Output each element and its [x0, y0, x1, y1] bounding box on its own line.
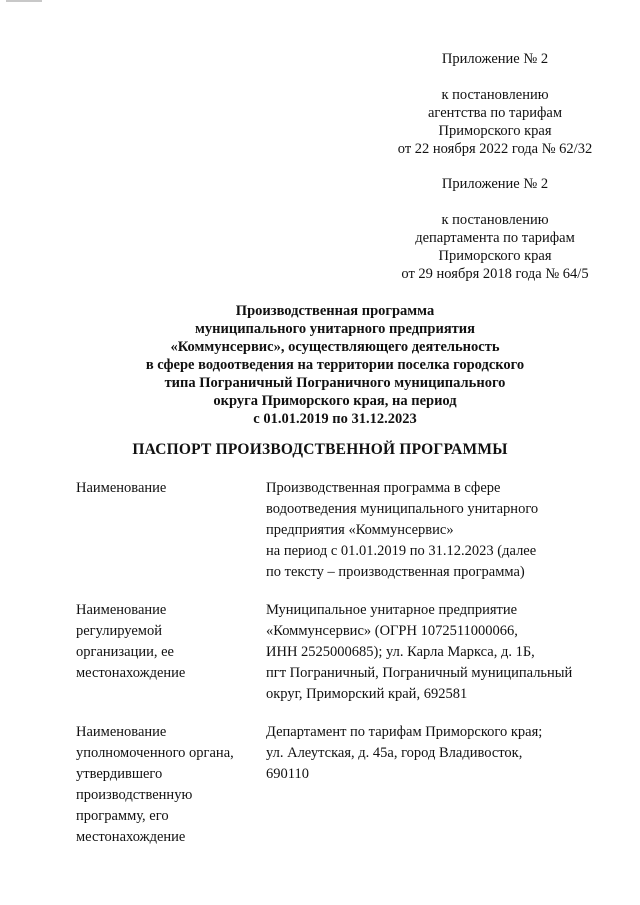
program-title-line: Производственная программа — [235, 303, 435, 319]
annex-line: департамента по тарифам — [415, 230, 575, 246]
label-line: уполномоченного органа, — [76, 745, 234, 761]
program-title-line: типа Пограничный Пограничного муниципального — [164, 375, 506, 391]
annex-block-current — [380, 50, 610, 158]
label-line: Наименование — [76, 480, 167, 496]
label-line: программу, его — [76, 808, 169, 824]
passport-heading: ПАСПОРТ ПРОИЗВОДСТВЕННОЙ ПРОГРАММЫ — [132, 441, 508, 458]
value-line: ул. Алеутская, д. 45а, город Владивосток, — [266, 745, 523, 761]
annex-title: Приложение № 2 — [441, 51, 549, 67]
passport-row-value — [266, 478, 596, 583]
annex-line: агентства по тарифам — [428, 105, 562, 121]
annex-line: к постановлению — [441, 87, 549, 103]
value-line: водоотведения муниципального унитарного — [266, 501, 539, 517]
value-line: округ, Приморский край, 692581 — [266, 686, 468, 702]
program-title-line: с 01.01.2019 по 31.12.2023 — [253, 411, 417, 427]
annex-line: к постановлению — [441, 212, 549, 228]
passport-row-label — [76, 722, 256, 848]
value-line: Муниципальное унитарное предприятие — [266, 602, 518, 618]
label-line: местонахождение — [76, 665, 186, 681]
label-line: Наименование — [76, 724, 167, 740]
value-line: предприятия «Коммунсервис» — [266, 522, 454, 538]
passport-row-label — [76, 600, 256, 684]
label-line: производственную — [76, 787, 193, 803]
program-title-line: муниципального унитарного предприятия — [195, 321, 475, 337]
label-line: местонахождение — [76, 829, 186, 845]
value-line: по тексту – производственная программа) — [266, 564, 525, 580]
passport-row-value — [266, 722, 596, 785]
value-line: Департамент по тарифам Приморского края; — [266, 724, 543, 740]
value-line: Производственная программа в сфере — [266, 480, 501, 496]
label-line: организации, ее — [76, 644, 174, 660]
program-title-line: в сфере водоотведения на территории поселка городского — [145, 357, 525, 373]
annex-block-original — [380, 175, 610, 283]
annex-line: Приморского края — [438, 123, 552, 139]
program-title-line: округа Приморского края, на период — [213, 393, 457, 409]
value-line: ИНН 2525000685); ул. Карла Маркса, д. 1Б, — [266, 644, 535, 660]
value-line: на период с 01.01.2019 по 31.12.2023 (далее — [266, 543, 537, 559]
program-title — [110, 302, 560, 428]
annex-line: от 22 ноября 2022 года № 62/32 — [397, 141, 593, 157]
value-line: 690110 — [266, 766, 309, 782]
scan-edge-mark — [6, 0, 42, 2]
annex-line: Приморского края — [438, 248, 552, 264]
value-line: «Коммунсервис» (ОГРН 1072511000066, — [266, 623, 518, 639]
passport-row-value — [266, 600, 596, 705]
passport-row-label — [76, 478, 256, 499]
value-line: пгт Пограничный, Пограничный муниципальный — [266, 665, 573, 681]
program-title-line: «Коммунсервис», осуществляющего деятельность — [170, 339, 500, 355]
annex-line: от 29 ноября 2018 года № 64/5 — [401, 266, 589, 282]
label-line: регулируемой — [76, 623, 162, 639]
label-line: Наименование — [76, 602, 167, 618]
annex-title: Приложение № 2 — [441, 176, 549, 192]
label-line: утвердившего — [76, 766, 163, 782]
